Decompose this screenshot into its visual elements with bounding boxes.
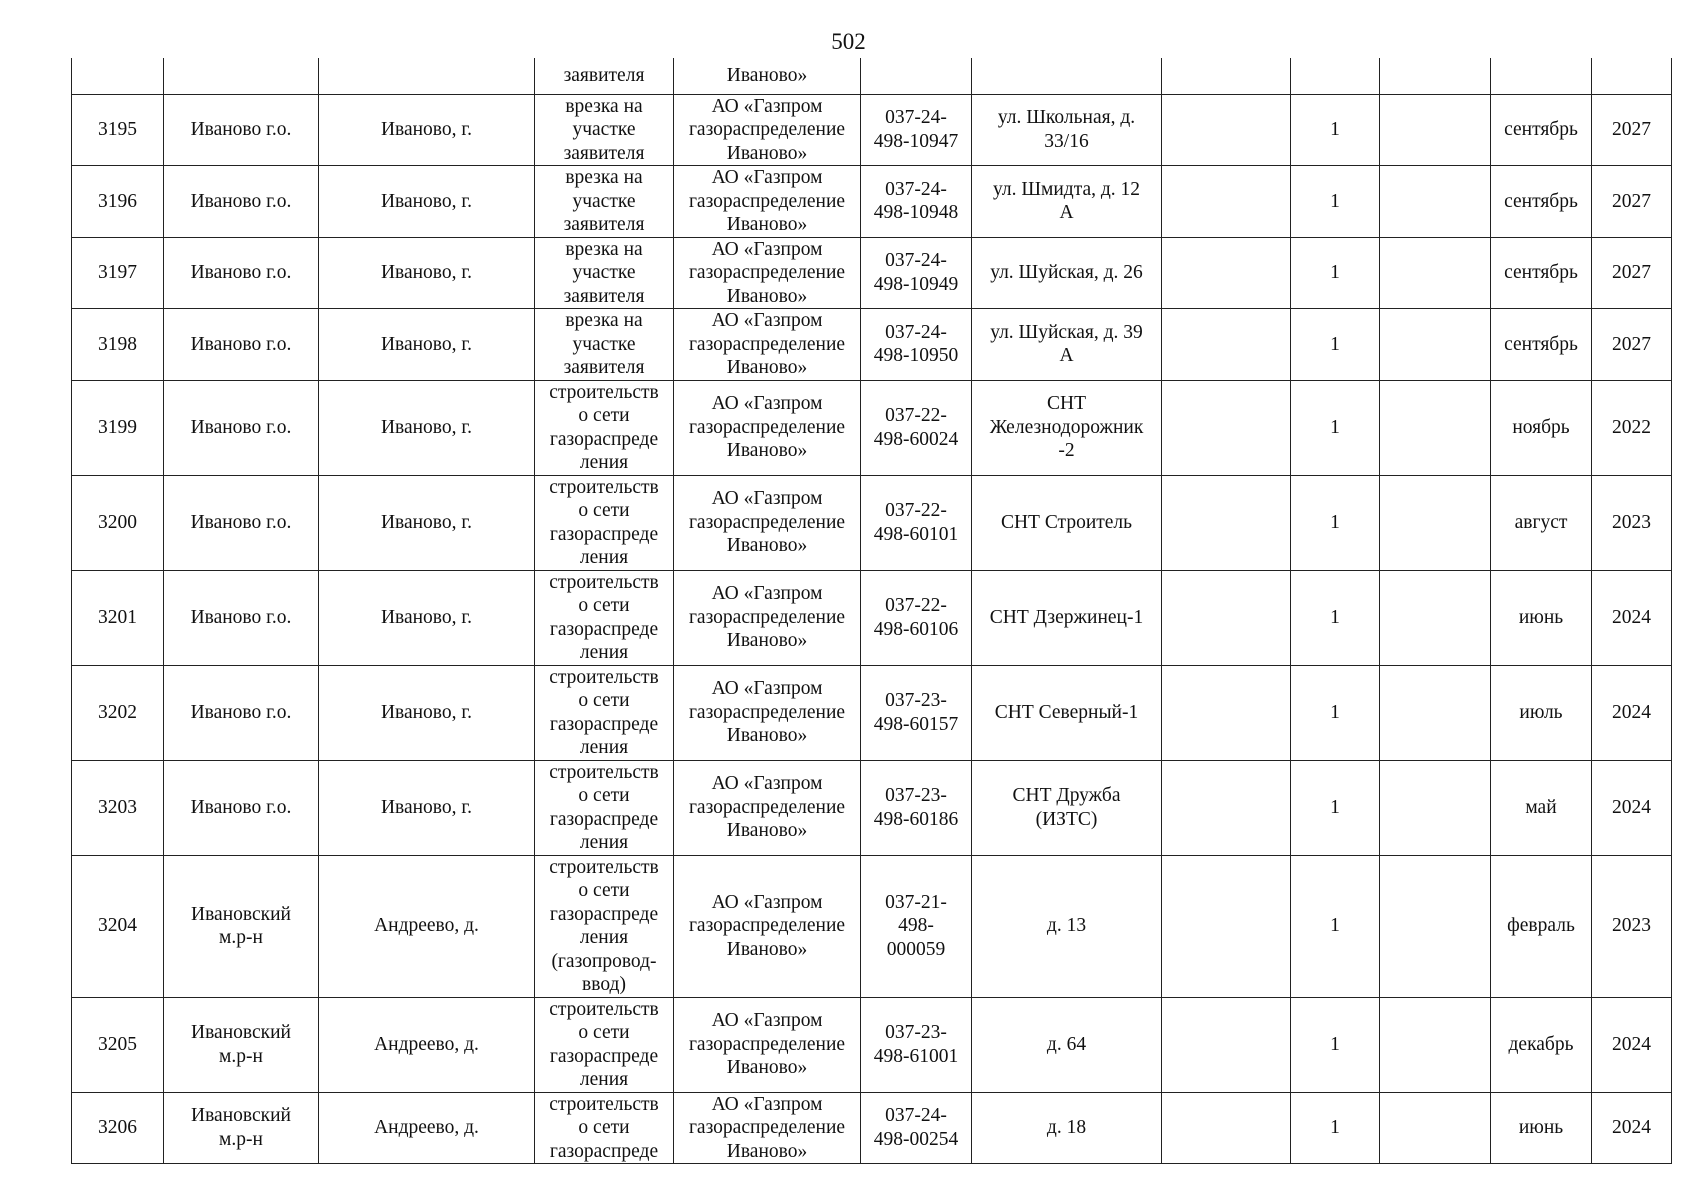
cell-year: 2024 xyxy=(1592,665,1672,760)
cell-work-type: строительств о сети газораспреде ления xyxy=(535,475,674,570)
cell-address: ул. Шуйская, д. 39 А xyxy=(972,309,1162,381)
table-row xyxy=(72,997,1672,1092)
cell-month: сентябрь xyxy=(1491,309,1592,381)
cell-year: 2027 xyxy=(1592,237,1672,309)
cell-organization: Иваново» xyxy=(674,58,861,94)
cell-col8 xyxy=(1162,475,1291,570)
cell-col8 xyxy=(1162,570,1291,665)
cell-count: 1 xyxy=(1291,475,1380,570)
cell-month: август xyxy=(1491,475,1592,570)
cell-locality: Иваново, г. xyxy=(319,94,535,166)
cell-locality: Иваново, г. xyxy=(319,665,535,760)
cell-year: 2027 xyxy=(1592,94,1672,166)
cell-address: д. 18 xyxy=(972,1092,1162,1164)
cell-code: 037-23- 498-60186 xyxy=(861,760,972,855)
cell-locality: Иваново, г. xyxy=(319,380,535,475)
cell-col8 xyxy=(1162,58,1291,94)
table-row xyxy=(72,855,1672,997)
cell-locality: Иваново, г. xyxy=(319,166,535,238)
table-body xyxy=(72,58,1672,1164)
cell-district: Иваново г.о. xyxy=(164,380,319,475)
cell-district: Иваново г.о. xyxy=(164,237,319,309)
cell-work-type: строительств о сети газораспреде ления xyxy=(535,570,674,665)
cell-col10 xyxy=(1380,166,1491,238)
cell-work-type: врезка на участке заявителя xyxy=(535,309,674,381)
cell-organization: АО «Газпром газораспределение Иваново» xyxy=(674,570,861,665)
cell-organization: АО «Газпром газораспределение Иваново» xyxy=(674,380,861,475)
cell-address: д. 13 xyxy=(972,855,1162,997)
cell-work-type: строительств о сети газораспреде xyxy=(535,1092,674,1164)
cell-address: ул. Шмидта, д. 12 А xyxy=(972,166,1162,238)
cell-count: 1 xyxy=(1291,237,1380,309)
table-row xyxy=(72,237,1672,309)
cell-month: май xyxy=(1491,760,1592,855)
cell-month: декабрь xyxy=(1491,997,1592,1092)
cell-col8 xyxy=(1162,665,1291,760)
cell-organization: АО «Газпром газораспределение Иваново» xyxy=(674,855,861,997)
cell-col10 xyxy=(1380,997,1491,1092)
cell-code: 037-24- 498-00254 xyxy=(861,1092,972,1164)
cell-district: Ивановский м.р-н xyxy=(164,997,319,1092)
cell-col8 xyxy=(1162,855,1291,997)
cell-col10 xyxy=(1380,665,1491,760)
cell-month: ноябрь xyxy=(1491,380,1592,475)
cell-district: Иваново г.о. xyxy=(164,665,319,760)
cell-district: Ивановский м.р-н xyxy=(164,855,319,997)
cell-address xyxy=(972,58,1162,94)
cell-count: 1 xyxy=(1291,1092,1380,1164)
cell-code: 037-24- 498-10949 xyxy=(861,237,972,309)
cell-organization: АО «Газпром газораспределение Иваново» xyxy=(674,665,861,760)
cell-count: 1 xyxy=(1291,997,1380,1092)
cell-organization: АО «Газпром газораспределение Иваново» xyxy=(674,997,861,1092)
cell-locality: Андреево, д. xyxy=(319,1092,535,1164)
cell-address: ул. Шуйская, д. 26 xyxy=(972,237,1162,309)
cell-col10 xyxy=(1380,309,1491,381)
page-number: 502 xyxy=(831,29,866,54)
cell-no: 3202 xyxy=(72,665,164,760)
cell-year xyxy=(1592,58,1672,94)
table-row xyxy=(72,94,1672,166)
cell-address: СНТ Северный-1 xyxy=(972,665,1162,760)
cell-year: 2024 xyxy=(1592,760,1672,855)
cell-code: 037-23- 498-61001 xyxy=(861,997,972,1092)
cell-address: СНТ Дружба (ИЗТС) xyxy=(972,760,1162,855)
cell-code: 037-23- 498-60157 xyxy=(861,665,972,760)
cell-col10 xyxy=(1380,94,1491,166)
cell-address: ул. Школьная, д. 33/16 xyxy=(972,94,1162,166)
cell-year: 2024 xyxy=(1592,570,1672,665)
cell-year: 2023 xyxy=(1592,855,1672,997)
cell-code: 037-24- 498-10947 xyxy=(861,94,972,166)
cell-district xyxy=(164,58,319,94)
cell-col8 xyxy=(1162,166,1291,238)
table-row xyxy=(72,475,1672,570)
gas-connection-registry-table xyxy=(71,58,1672,1164)
cell-col10 xyxy=(1380,855,1491,997)
cell-count: 1 xyxy=(1291,570,1380,665)
cell-col10 xyxy=(1380,570,1491,665)
cell-no: 3203 xyxy=(72,760,164,855)
cell-col10 xyxy=(1380,1092,1491,1164)
cell-work-type: врезка на участке заявителя xyxy=(535,237,674,309)
cell-col10 xyxy=(1380,237,1491,309)
cell-organization: АО «Газпром газораспределение Иваново» xyxy=(674,309,861,381)
table-row-continuation xyxy=(72,58,1672,94)
cell-work-type: строительств о сети газораспреде ления (газопровод- ввод) xyxy=(535,855,674,997)
cell-no: 3206 xyxy=(72,1092,164,1164)
cell-count: 1 xyxy=(1291,760,1380,855)
cell-locality: Андреево, д. xyxy=(319,855,535,997)
table-row xyxy=(72,380,1672,475)
cell-locality xyxy=(319,58,535,94)
cell-address: СНТ Железнодорожник -2 xyxy=(972,380,1162,475)
cell-no: 3196 xyxy=(72,166,164,238)
cell-col8 xyxy=(1162,1092,1291,1164)
cell-organization: АО «Газпром газораспределение Иваново» xyxy=(674,760,861,855)
table-row xyxy=(72,665,1672,760)
table-row xyxy=(72,166,1672,238)
cell-locality: Иваново, г. xyxy=(319,570,535,665)
cell-count: 1 xyxy=(1291,665,1380,760)
cell-work-type: врезка на участке заявителя xyxy=(535,166,674,238)
cell-count: 1 xyxy=(1291,855,1380,997)
cell-month: июль xyxy=(1491,665,1592,760)
cell-locality: Иваново, г. xyxy=(319,309,535,381)
cell-year: 2024 xyxy=(1592,997,1672,1092)
cell-count xyxy=(1291,58,1380,94)
cell-year: 2027 xyxy=(1592,166,1672,238)
cell-locality: Иваново, г. xyxy=(319,760,535,855)
cell-work-type: строительств о сети газораспреде ления xyxy=(535,380,674,475)
cell-col8 xyxy=(1162,380,1291,475)
cell-no: 3198 xyxy=(72,309,164,381)
cell-year: 2022 xyxy=(1592,380,1672,475)
cell-work-type: заявителя xyxy=(535,58,674,94)
cell-month: июнь xyxy=(1491,1092,1592,1164)
cell-count: 1 xyxy=(1291,166,1380,238)
cell-code: 037-22- 498-60106 xyxy=(861,570,972,665)
table-row xyxy=(72,309,1672,381)
cell-code xyxy=(861,58,972,94)
cell-district: Иваново г.о. xyxy=(164,760,319,855)
cell-district: Иваново г.о. xyxy=(164,475,319,570)
cell-no: 3204 xyxy=(72,855,164,997)
cell-month: сентябрь xyxy=(1491,166,1592,238)
cell-no: 3200 xyxy=(72,475,164,570)
cell-code: 037-22- 498-60101 xyxy=(861,475,972,570)
cell-organization: АО «Газпром газораспределение Иваново» xyxy=(674,475,861,570)
cell-district: Ивановский м.р-н xyxy=(164,1092,319,1164)
cell-col8 xyxy=(1162,237,1291,309)
cell-col10 xyxy=(1380,475,1491,570)
cell-count: 1 xyxy=(1291,309,1380,381)
cell-col8 xyxy=(1162,309,1291,381)
cell-organization: АО «Газпром газораспределение Иваново» xyxy=(674,166,861,238)
cell-col8 xyxy=(1162,760,1291,855)
cell-organization: АО «Газпром газораспределение Иваново» xyxy=(674,237,861,309)
cell-address: д. 64 xyxy=(972,997,1162,1092)
cell-work-type: строительств о сети газораспреде ления xyxy=(535,997,674,1092)
cell-col8 xyxy=(1162,94,1291,166)
cell-year: 2024 xyxy=(1592,1092,1672,1164)
cell-month: сентябрь xyxy=(1491,94,1592,166)
cell-code: 037-24- 498-10950 xyxy=(861,309,972,381)
cell-month: сентябрь xyxy=(1491,237,1592,309)
table-row xyxy=(72,570,1672,665)
cell-code: 037-24- 498-10948 xyxy=(861,166,972,238)
cell-no: 3205 xyxy=(72,997,164,1092)
cell-locality: Иваново, г. xyxy=(319,237,535,309)
table-row xyxy=(72,1092,1672,1164)
cell-month xyxy=(1491,58,1592,94)
table-row xyxy=(72,760,1672,855)
cell-no: 3195 xyxy=(72,94,164,166)
cell-work-type: врезка на участке заявителя xyxy=(535,94,674,166)
cell-count: 1 xyxy=(1291,380,1380,475)
cell-no: 3201 xyxy=(72,570,164,665)
cell-no: 3197 xyxy=(72,237,164,309)
cell-code: 037-21- 498- 000059 xyxy=(861,855,972,997)
cell-locality: Иваново, г. xyxy=(319,475,535,570)
cell-col10 xyxy=(1380,380,1491,475)
cell-district: Иваново г.о. xyxy=(164,570,319,665)
cell-district: Иваново г.о. xyxy=(164,94,319,166)
cell-col10 xyxy=(1380,760,1491,855)
cell-locality: Андреево, д. xyxy=(319,997,535,1092)
cell-month: февраль xyxy=(1491,855,1592,997)
cell-col10 xyxy=(1380,58,1491,94)
cell-district: Иваново г.о. xyxy=(164,309,319,381)
cell-year: 2023 xyxy=(1592,475,1672,570)
cell-organization: АО «Газпром газораспределение Иваново» xyxy=(674,1092,861,1164)
cell-district: Иваново г.о. xyxy=(164,166,319,238)
cell-address: СНТ Дзержинец-1 xyxy=(972,570,1162,665)
cell-no xyxy=(72,58,164,94)
cell-year: 2027 xyxy=(1592,309,1672,381)
cell-code: 037-22- 498-60024 xyxy=(861,380,972,475)
cell-col8 xyxy=(1162,997,1291,1092)
cell-work-type: строительств о сети газораспреде ления xyxy=(535,760,674,855)
cell-count: 1 xyxy=(1291,94,1380,166)
cell-address: СНТ Строитель xyxy=(972,475,1162,570)
cell-month: июнь xyxy=(1491,570,1592,665)
cell-no: 3199 xyxy=(72,380,164,475)
cell-work-type: строительств о сети газораспреде ления xyxy=(535,665,674,760)
cell-organization: АО «Газпром газораспределение Иваново» xyxy=(674,94,861,166)
